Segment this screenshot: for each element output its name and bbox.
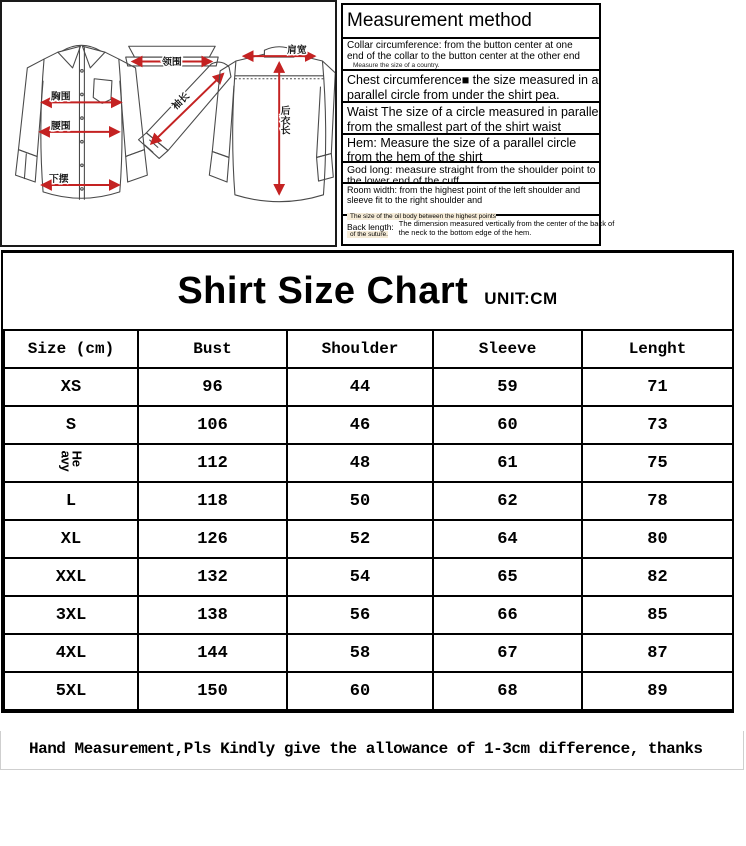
length-cell: 73 — [582, 406, 733, 444]
measure-line: end of the collar to the button center at the other end — [347, 50, 580, 62]
measure-line: God long: measure straight from the shoulder point to — [347, 164, 596, 176]
back-shirt-drawing — [209, 43, 335, 202]
shoulder-cell: 58 — [287, 634, 433, 672]
size-cell: S — [4, 406, 138, 444]
column-header-sleeve: Sleeve — [433, 330, 582, 368]
size-cell: 4XL — [4, 634, 138, 672]
table-row — [4, 520, 733, 558]
table-header-row — [4, 330, 733, 368]
table-row — [4, 634, 733, 672]
length-cell: 89 — [582, 672, 733, 710]
waist-label: 腰围 — [50, 120, 71, 132]
measure-line: Hem: Measure the size of a parallel circle — [347, 136, 577, 150]
hem-measure-box — [341, 133, 601, 163]
shirt-diagram-panel — [0, 0, 337, 247]
table-row — [4, 368, 733, 406]
shoulder-cell: 52 — [287, 520, 433, 558]
shoulder-cell: 44 — [287, 368, 433, 406]
bust-cell: 132 — [138, 558, 287, 596]
unit-label: UNIT:CM — [484, 289, 558, 308]
sleeve-cell: 68 — [433, 672, 582, 710]
sleeve-measure-box — [341, 161, 601, 187]
bust-cell: 138 — [138, 596, 287, 634]
size-cell: 3XL — [4, 596, 138, 634]
shoulder-cell: 50 — [287, 482, 433, 520]
length-cell: 75 — [582, 444, 733, 482]
front-shirt-drawing — [16, 45, 148, 199]
bust-cell: 144 — [138, 634, 287, 672]
size-cell: 5XL — [4, 672, 138, 710]
size-cell: XL — [4, 520, 138, 558]
measure-line: the lower end of the cuff. — [347, 174, 462, 187]
size-cell: XS — [4, 368, 138, 406]
table-row — [4, 672, 733, 710]
shoulder-cell: 48 — [287, 444, 433, 482]
measure-note: Measure the size of a country. — [353, 62, 440, 69]
measure-line: Chest circumference■ the size measured in a — [347, 73, 599, 87]
shoulder-width-label: 肩宽 — [287, 45, 307, 57]
bust-cell: 106 — [138, 406, 287, 444]
sleeve-cell: 61 — [433, 444, 582, 482]
page-title: Shirt Size Chart — [177, 269, 469, 312]
size-cell: L — [4, 482, 138, 520]
measure-line: from the hem of the shirt — [347, 149, 483, 164]
chest-label: 胸围 — [50, 91, 71, 103]
shoulder-cell: 56 — [287, 596, 433, 634]
size-table — [3, 329, 734, 711]
sleeve-cell: 59 — [433, 368, 582, 406]
chest-measure-box — [341, 69, 601, 103]
measure-line: Waist The size of a circle measured in parallel — [347, 105, 602, 119]
measurement-method-panel — [341, 3, 615, 246]
size-cell — [4, 444, 138, 482]
sleeve-cell: 60 — [433, 406, 582, 444]
column-header-bust: Bust — [138, 330, 287, 368]
shoulder-cell: 60 — [287, 672, 433, 710]
length-cell: 80 — [582, 520, 733, 558]
measure-line: sleeve fit to the right shoulder and — [347, 194, 483, 205]
measure-line: Room width: from the highest point of the left shoulder and — [347, 185, 581, 195]
back-length-label: 后衣长 — [278, 105, 290, 135]
column-header-size: Size (cm) — [4, 330, 138, 368]
length-cell: 82 — [582, 558, 733, 596]
column-header-shoulder: Shoulder — [287, 330, 433, 368]
shirt-measurement-diagram — [2, 2, 335, 245]
length-cell: 71 — [582, 368, 733, 406]
size-chart-title-row — [3, 253, 732, 329]
measure-line: The dimension measured vertically from the center of the back of — [398, 219, 615, 228]
bust-cell: 126 — [138, 520, 287, 558]
table-row — [4, 406, 733, 444]
measurement-method-title: Measurement method — [341, 3, 601, 39]
collar-label: 领围 — [162, 56, 182, 68]
bust-cell: 150 — [138, 672, 287, 710]
table-row — [4, 596, 733, 634]
sleeve-cell: 62 — [433, 482, 582, 520]
sleeve-cell: 64 — [433, 520, 582, 558]
size-chart-panel — [1, 250, 734, 713]
sleeve-length-label: 袖长 — [170, 90, 192, 113]
rotated-heavy-watermark: He avy — [57, 450, 84, 471]
table-row — [4, 482, 733, 520]
waist-measure-box — [341, 101, 601, 135]
measure-note: The size of the oil body between the highest points — [347, 213, 496, 220]
measure-line: Collar circumference: from the button center at one — [347, 40, 573, 51]
hand-measurement-note: Hand Measurement,Pls Kindly give the allowance of 1-3cm difference, thanks — [0, 731, 744, 770]
collar-measure-box — [341, 37, 601, 71]
sleeve-cell: 66 — [433, 596, 582, 634]
length-cell: 85 — [582, 596, 733, 634]
measure-line: the neck to the bottom edge of the hem. — [398, 227, 532, 237]
collar-drawing — [126, 46, 218, 68]
measure-note: of the suture. — [347, 231, 388, 238]
sleeve-cell: 67 — [433, 634, 582, 672]
back-length-label-text: Back length: — [347, 222, 394, 232]
column-header-length: Lenght — [582, 330, 733, 368]
length-cell: 87 — [582, 634, 733, 672]
shoulder-cell: 54 — [287, 558, 433, 596]
measure-line: parallel circle from under the shirt pea. — [347, 87, 560, 102]
bust-cell: 96 — [138, 368, 287, 406]
table-row — [4, 558, 733, 596]
sleeve-cell: 65 — [433, 558, 582, 596]
length-cell: 78 — [582, 482, 733, 520]
bust-cell: 118 — [138, 482, 287, 520]
measure-line: from the smallest part of the shirt waist — [347, 119, 561, 134]
bust-cell: 112 — [138, 444, 287, 482]
size-cell: XXL — [4, 558, 138, 596]
shoulder-cell: 46 — [287, 406, 433, 444]
table-row — [4, 444, 733, 482]
hem-label: 下摆 — [48, 174, 69, 186]
sleeve-drawing — [138, 62, 230, 158]
